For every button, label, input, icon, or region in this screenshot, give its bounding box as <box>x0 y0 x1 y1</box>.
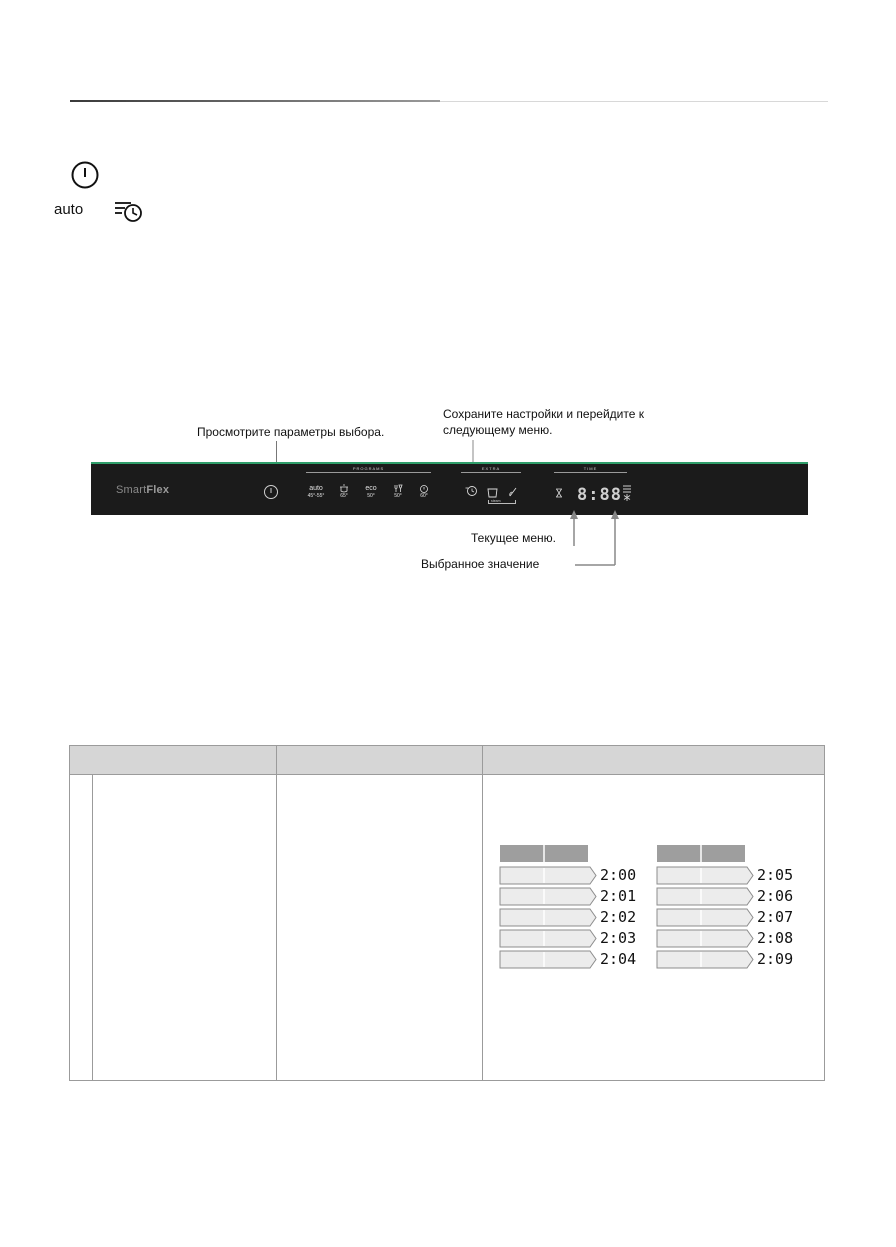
brand-logo: SmartFlex <box>116 484 170 496</box>
left-step-3 <box>500 930 596 947</box>
hourglass-icon <box>554 488 564 498</box>
annotation-selected-value: Выбранное значение <box>421 557 540 571</box>
time-label-left-0: 2:00 <box>600 866 637 884</box>
column-divider-2 <box>482 746 483 1080</box>
time-group-line <box>554 472 627 473</box>
right-step-0 <box>657 867 753 884</box>
time-label-left-3: 2:03 <box>600 929 637 947</box>
extra-delay-button[interactable] <box>465 485 478 497</box>
pot-icon <box>339 484 349 493</box>
time-display: 8:88 <box>577 485 622 505</box>
extra-steam-button[interactable] <box>487 486 499 498</box>
glass-icon <box>393 484 403 493</box>
annotation-save-line1: Сохраните настройки и перейдите к <box>443 407 644 421</box>
left-step-4 <box>500 951 596 968</box>
column-divider-1 <box>276 746 277 1080</box>
time-label-right-0: 2:05 <box>757 866 794 884</box>
time-label-right-2: 2:07 <box>757 908 794 926</box>
header-rule-light <box>440 101 828 102</box>
program-auto-button[interactable]: auto 45°-55° <box>307 485 325 499</box>
time-label-right-3: 2:08 <box>757 929 794 947</box>
time-label-left-2: 2:02 <box>600 908 637 926</box>
program-intensive-button[interactable]: 65° <box>334 484 354 500</box>
right-step-1 <box>657 888 753 905</box>
steam-label: steam <box>491 499 501 503</box>
programs-group-line <box>306 472 431 473</box>
time-group-title: TIME <box>583 466 598 471</box>
annotation-save-line2: следующему меню. <box>443 423 553 437</box>
extra-rinse-button[interactable] <box>507 486 519 498</box>
time-label-right-1: 2:06 <box>757 887 794 905</box>
left-step-2 <box>500 909 596 926</box>
display-indicators <box>621 484 633 502</box>
right-step-3 <box>657 930 753 947</box>
program-eco-button[interactable]: eco 50° <box>365 485 377 499</box>
time-label-left-4: 2:04 <box>600 950 637 968</box>
right-step-2 <box>657 909 753 926</box>
table-header <box>70 746 824 775</box>
arrows-under-display <box>560 510 630 572</box>
panel-power-button[interactable] <box>263 484 279 500</box>
delay-start-icon <box>113 199 145 223</box>
program-glass-button[interactable]: 50° <box>388 484 408 500</box>
quick-icon <box>419 484 429 493</box>
annotation-current-menu: Текущее меню. <box>471 531 557 545</box>
row-number-divider <box>92 774 93 1080</box>
header-rule-dark <box>70 100 440 102</box>
time-label-left-1: 2:01 <box>600 887 637 905</box>
extra-group-line <box>461 472 521 473</box>
power-icon <box>70 160 100 190</box>
program-quick-button[interactable]: 60° <box>414 484 434 500</box>
right-step-4 <box>657 951 753 968</box>
annotation-review: Просмотрите параметры выбора. <box>197 425 385 439</box>
programs-group-title: PROGRAMS <box>352 466 385 471</box>
extra-group-title: EXTRA <box>481 466 501 471</box>
time-label-right-4: 2:09 <box>757 950 794 968</box>
left-step-0 <box>500 867 596 884</box>
auto-label: auto <box>54 201 84 218</box>
left-step-1 <box>500 888 596 905</box>
control-panel <box>91 462 808 515</box>
leader-line-review <box>276 441 277 462</box>
